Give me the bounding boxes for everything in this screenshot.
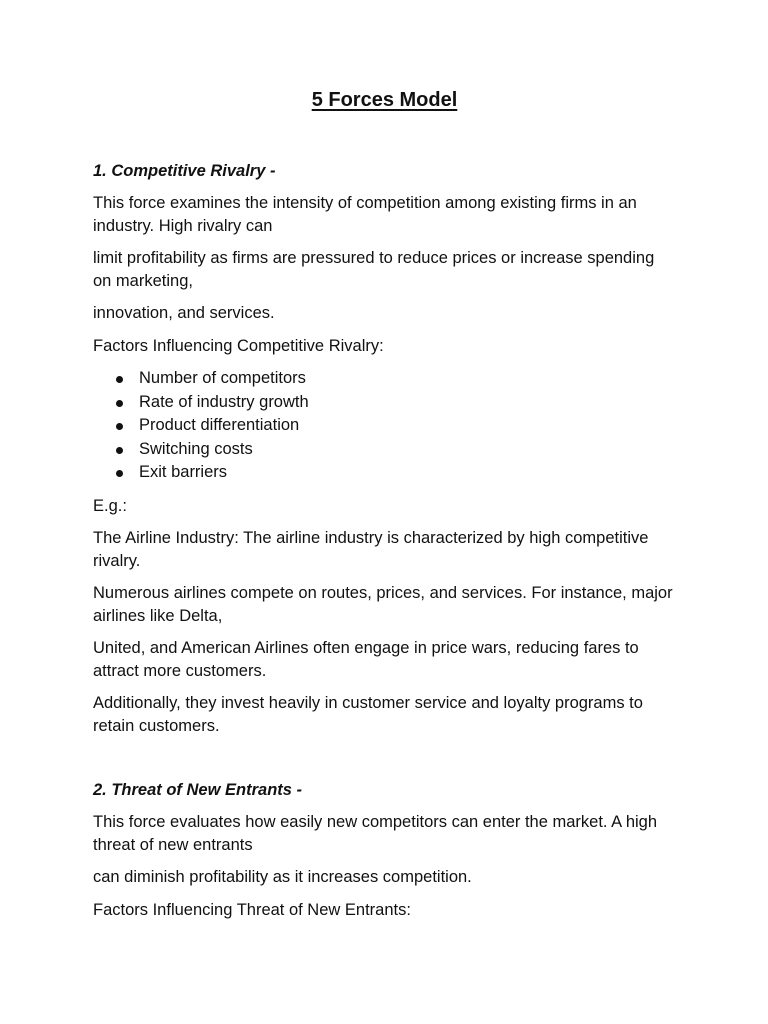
bullet-icon — [116, 470, 123, 477]
paragraph: limit profitability as firms are pressured to reduce prices or increase spending on marketing, — [93, 249, 655, 290]
paragraph: innovation, and services. — [93, 304, 275, 322]
list-item — [93, 367, 676, 391]
list-item — [93, 414, 676, 438]
list-item — [93, 391, 676, 415]
section-heading: 1. Competitive Rivalry - — [93, 162, 276, 180]
bullet-icon — [116, 376, 123, 383]
section-threat-of-new-entrants — [93, 779, 676, 921]
paragraph: Factors Influencing Competitive Rivalry: — [93, 336, 384, 355]
paragraph: can diminish profitability as it increases competition. — [93, 868, 472, 886]
paragraph: The Airline Industry: The airline industry is characterized by high competitive rivalry. — [93, 529, 649, 570]
paragraph: Numerous airlines compete on routes, prices, and services. For instance, major airlines like Delta, — [93, 584, 673, 625]
list-item-text: Exit barriers — [139, 463, 228, 481]
list-item-text: Switching costs — [139, 439, 253, 458]
paragraph: This force evaluates how easily new competitors can enter the market. A high threat of new entrants — [93, 813, 658, 854]
section-spacer — [93, 747, 676, 779]
paragraph: This force examines the intensity of competition among existing firms in an industry. High rivalry can — [93, 194, 637, 235]
list-item — [93, 438, 676, 462]
list-item-text: Rate of industry growth — [139, 392, 309, 411]
list-item — [93, 461, 676, 485]
paragraph: Additionally, they invest heavily in customer service and loyalty programs to retain customers. — [93, 694, 643, 735]
bullet-icon — [116, 400, 123, 407]
document-title: 5 Forces Model — [311, 89, 458, 111]
example-label: E.g.: — [93, 496, 127, 515]
list-item-text: Product differentiation — [139, 416, 300, 434]
bullet-list — [93, 367, 676, 485]
list-item-text: Number of competitors — [139, 369, 306, 387]
paragraph: United, and American Airlines often engage in price wars, reducing fares to attract more customers. — [93, 639, 639, 680]
section-heading: 2. Threat of New Entrants - — [93, 781, 303, 799]
bullet-icon — [116, 447, 123, 454]
bullet-icon — [116, 423, 123, 430]
paragraph: Factors Influencing Threat of New Entrants: — [93, 900, 411, 919]
section-competitive-rivalry — [93, 160, 676, 737]
